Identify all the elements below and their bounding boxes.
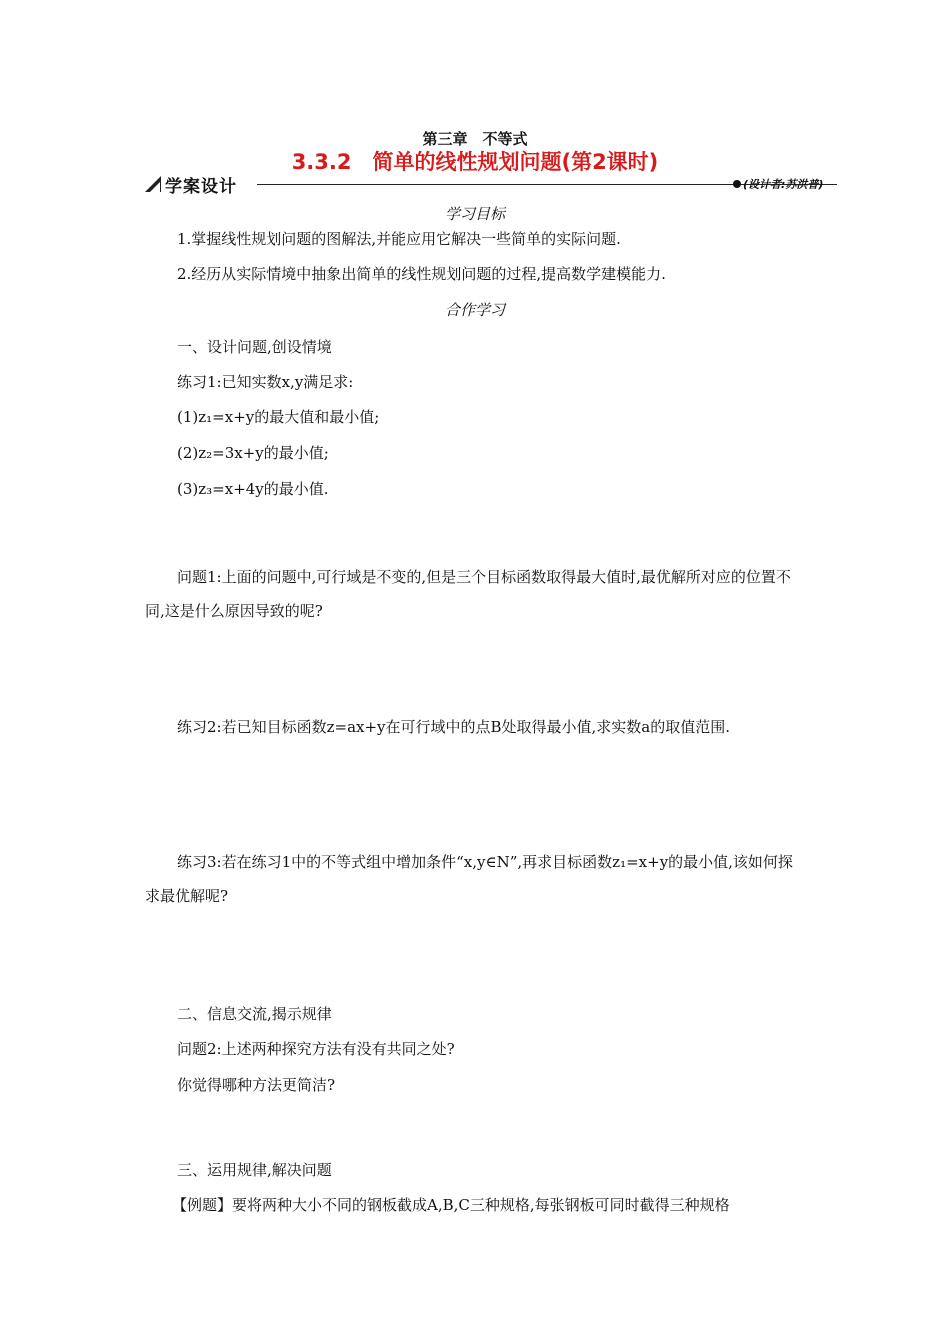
- question2: 问题2:上述两种探究方法有没有共同之处?: [177, 1040, 455, 1058]
- exercise1-intro: 练习1:已知实数x,y满足求:: [177, 373, 354, 391]
- designer-credit: (设计者:苏洪普): [743, 178, 824, 191]
- exercise1-item: (2)z₂=3x+y的最小值;: [177, 444, 329, 462]
- section-banner: [145, 172, 825, 196]
- lesson-title: 3.3.2 简单的线性规划问题(第2课时): [291, 150, 659, 174]
- cooperative-heading: 合作学习: [444, 301, 505, 319]
- exercise1-item: (3)z₃=x+4y的最小值.: [177, 480, 329, 498]
- part3-title: 三、运用规律,解决问题: [177, 1161, 332, 1179]
- exercise1-item: (1)z₁=x+y的最大值和最小值;: [177, 408, 380, 426]
- part2-title: 二、信息交流,揭示规律: [177, 1005, 332, 1023]
- exercise3: 练习3:若在练习1中的不等式组中增加条件“x,y∈N”,再求目标函数z₁=x+y的最小值,该如何探求最优解呢?: [145, 853, 793, 905]
- exercise2: 练习2:若已知目标函数z=ax+y在可行域中的点B处取得最小值,求实数a的取值范围.: [177, 718, 731, 736]
- banner-end-dot-icon: [733, 180, 741, 188]
- part1-title: 一、设计问题,创设情境: [177, 338, 332, 356]
- objective-item: 1.掌握线性规划问题的图解法,并能应用它解决一些简单的实际问题.: [177, 230, 621, 248]
- question2-followup: 你觉得哪种方法更简洁?: [177, 1076, 336, 1094]
- example-text: 【例题】要将两种大小不同的钢板截成A,B,C三种规格,每张钢板可同时截得三种规格: [172, 1196, 730, 1214]
- question1: 问题1:上面的问题中,可行域是不变的,但是三个目标函数取得最大值时,最优解所对应的位置不同,这是什么原因导致的呢?: [145, 568, 791, 620]
- section-label: 学案设计: [165, 177, 237, 197]
- objective-item: 2.经历从实际情境中抽象出简单的线性规划问题的过程,提高数学建模能力.: [177, 265, 666, 283]
- objectives-heading: 学习目标: [444, 205, 505, 223]
- chapter-title: 第三章 不等式: [422, 130, 528, 148]
